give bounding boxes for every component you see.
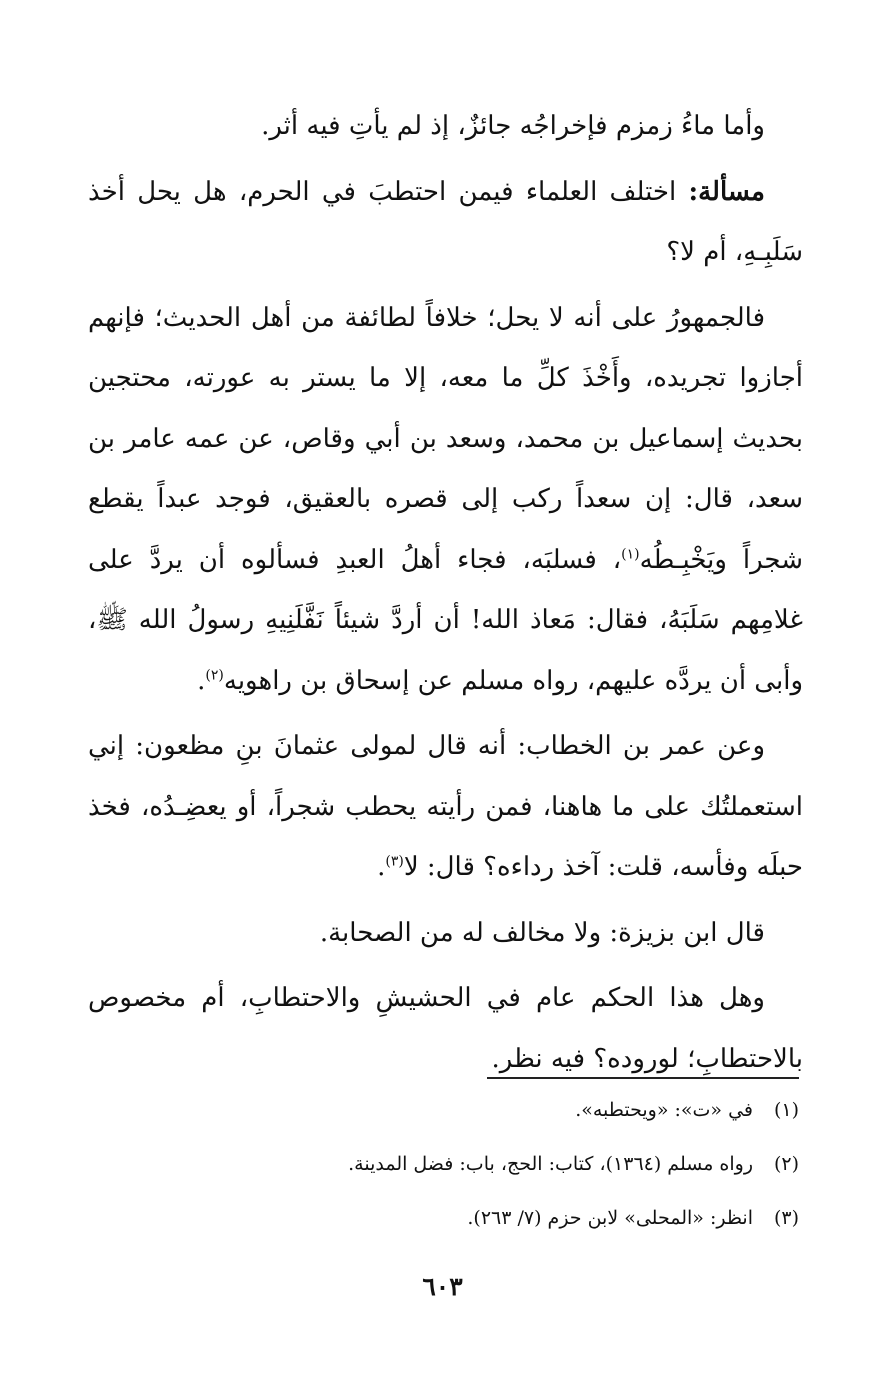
paragraph-majority xyxy=(88,288,803,712)
footnote-text: رواه مسلم (١٣٦٤)، كتاب: الحج، باب: فضل المدينة. xyxy=(348,1153,753,1175)
footnote-separator xyxy=(487,1077,799,1079)
paragraph-text: فالجمهورُ على أنه لا يحل؛ خلافاً لطائفة من أهل الحديث؛ فإنهم أجازوا تجريده، وأَخْذَ كلِّ ما معه، إلا ما يستر به عورته، محتجين بحديث إسماعيل بن محمد، وسعد بن أبي وقاص، عن عمه عامر بن سعد، قال: إن سعداً ركب إلى قصره بالعقيق، فوجد عبداً يقطع شجراً ويَخْبِـطُه xyxy=(88,302,803,575)
footnote-item xyxy=(88,1096,799,1124)
footnote-item xyxy=(88,1204,799,1232)
page-number: ٦٠٣ xyxy=(422,1272,463,1301)
footnote-item xyxy=(88,1150,799,1178)
paragraph-text: وهل هذا الحكم عام في الحشيشِ والاحتطابِ، أم مخصوص بالاحتطابِ؛ لوروده؟ فيه نظر. xyxy=(88,983,803,1074)
footnote-ref-2[interactable]: (٢) xyxy=(205,666,224,683)
main-text xyxy=(88,96,803,1094)
issue-label: مسألة: xyxy=(688,176,765,207)
paragraph-zamzam xyxy=(88,96,803,157)
footnote-ref-3[interactable]: (٣) xyxy=(385,853,404,870)
paragraph-text: . xyxy=(197,665,206,696)
paragraph-text: . xyxy=(377,852,386,882)
paragraph-text: وأما ماءُ زمزم فإخراجُه جائزٌ، إذ لم يأتِ فيه أثر. xyxy=(261,111,765,141)
paragraph-text: قال ابن بزيزة: ولا مخالف له من الصحابة. xyxy=(319,917,765,948)
footnote-text: في «ت»: «ويحتطبه». xyxy=(575,1099,753,1121)
footnote-number: (٣) xyxy=(773,1207,799,1229)
paragraph-masala xyxy=(88,162,803,283)
footnotes xyxy=(88,1096,799,1258)
paragraph-text: ، فسلبَه، فجاء أهلُ العبدِ فسألوه أن يردَّ على غلامِهم سَلَبَهُ، فقال: مَعاذ الله! أن أردَّ شيئاً نَفَّلَنِيهِ رسولُ الله ﷺ، وأبى أن يردَّه عليهم، رواه مسلم عن إسحاق بن راهويه xyxy=(88,544,803,696)
paragraph-umar xyxy=(88,716,803,898)
footnote-number: (٢) xyxy=(773,1153,799,1175)
footnote-ref-1[interactable]: (١) xyxy=(621,545,640,562)
paragraph-ibn-bazizah xyxy=(88,903,803,964)
paragraph-text: وعن عمر بن الخطاب: أنه قال لمولى عثمانَ بنِ مظعون: إني استعملتُك على ما هاهنا، فمن رأيته يحطب شجراً، أو يعضِـدُه، فخذ حبلَه وفأسه، قلت: آخذ رداءه؟ قال: لا xyxy=(88,731,803,882)
paragraph-question xyxy=(88,968,803,1089)
paragraph-text: اختلف العلماء فيمن احتطبَ في الحرم، هل يحل أخذ سَلَبِـهِ، أم لا؟ xyxy=(88,176,803,267)
footnote-number: (١) xyxy=(773,1099,799,1121)
footnote-text: انظر: «المحلى» لابن حزم (٧/ ٢٦٣). xyxy=(467,1207,753,1229)
